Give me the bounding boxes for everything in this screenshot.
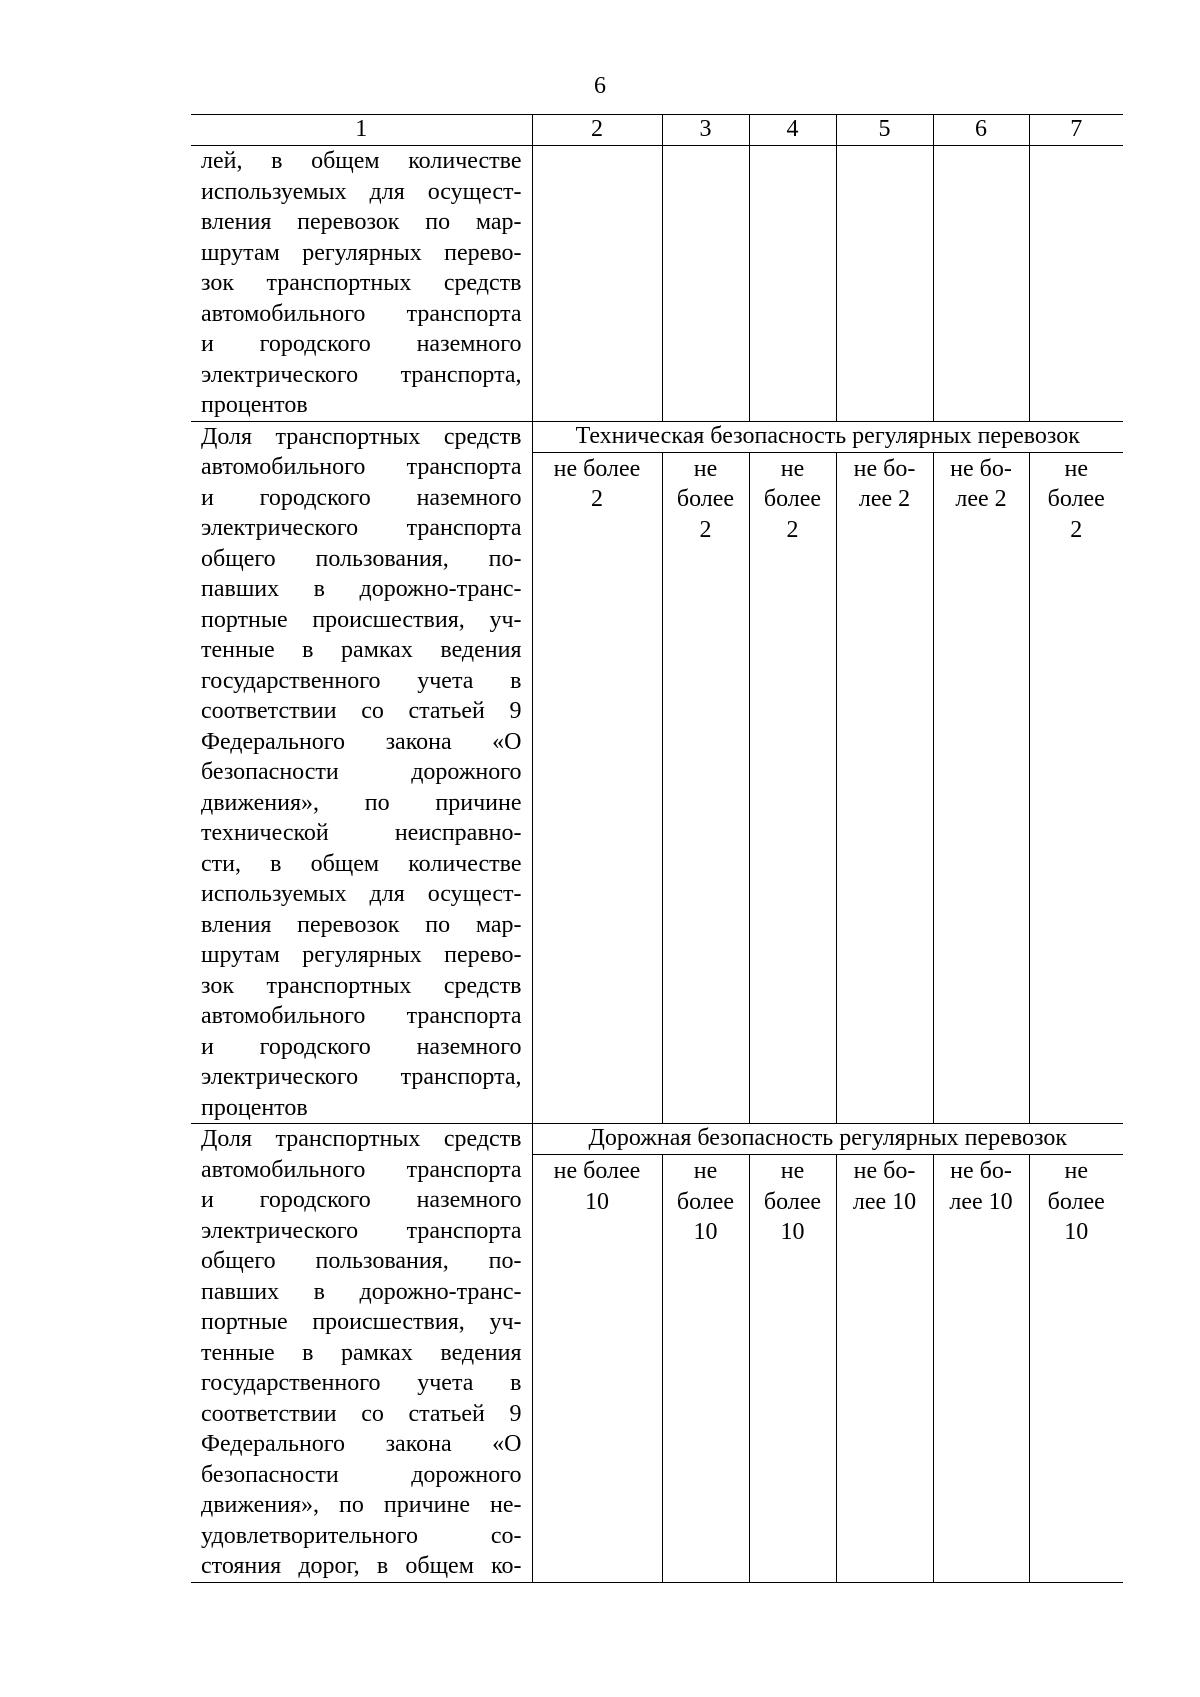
value-text: 10 [585, 1188, 609, 1215]
row2-label-line: портные происшествия, уч- [201, 606, 522, 633]
row2-label-line: павших в дорожно-транс- [201, 576, 522, 602]
row1-label-line: используемых для осущест- [201, 178, 522, 205]
row2-label-line: безопасности дорожного [201, 759, 522, 785]
row1-value-2 [532, 146, 662, 422]
table-row [191, 1124, 1123, 1155]
row3-label-line: удовлетворительного со- [201, 1522, 522, 1549]
row2-label-line: шрутам регулярных перево- [201, 942, 522, 968]
page-number: 6 [594, 73, 606, 99]
row1-value-5 [836, 146, 933, 422]
row2-label-line: Доля транспортных средств [201, 423, 522, 450]
row3-label-line: безопасности дорожного [201, 1461, 522, 1488]
value-text: лее 2 [858, 486, 911, 512]
row2-value-4 [749, 452, 836, 1124]
row2-value-6 [933, 452, 1029, 1124]
value-text: 2 [1070, 516, 1083, 543]
row2-value-2 [532, 452, 662, 1124]
value-text: более [676, 486, 735, 512]
value-text: не более [553, 455, 641, 482]
row3-label [191, 1124, 532, 1583]
value-text: лее 10 [852, 1188, 917, 1215]
row2-label-line: общего пользования, по- [201, 545, 522, 572]
value-text: 2 [699, 516, 712, 543]
value-text: более [763, 486, 822, 512]
row2-label-line: электрического транспорта, [201, 1064, 522, 1090]
row1-label-line: и городского наземного [201, 331, 522, 357]
row3-label-line: соответствии со статьей 9 [201, 1400, 522, 1427]
row3-label-line: павших в дорожно-транс- [201, 1278, 522, 1305]
row2-label-line: вления перевозок по мар- [201, 911, 522, 938]
value-text: не [693, 1158, 718, 1184]
value-text: не [693, 455, 718, 482]
header-cell-5: 5 [836, 115, 933, 146]
row1-value-3 [662, 146, 749, 422]
value-text: более [1047, 1188, 1105, 1215]
row2-value-7 [1029, 452, 1123, 1124]
value-text: 10 [693, 1219, 718, 1245]
header-cell-4: 4 [749, 115, 836, 146]
value-text: 10 [780, 1219, 805, 1245]
row2-label-line: автомобильного транспорта [201, 454, 522, 480]
row1-label-line: вления перевозок по мар- [201, 209, 522, 235]
row3-label-line: общего пользования, по- [201, 1248, 522, 1274]
value-text: не [1064, 1158, 1088, 1184]
value-text: не бо- [853, 1158, 916, 1184]
row2-label [191, 421, 532, 1124]
table-row [191, 421, 1123, 452]
value-text: 10 [1064, 1219, 1089, 1245]
row1-label-line: шрутам регулярных перево- [201, 239, 522, 266]
value-text: 2 [786, 516, 799, 543]
row3-label-line: тенные в рамках ведения [201, 1339, 522, 1366]
row2-label-line: процентов [201, 1094, 308, 1121]
row3-label-line: электрического транспорта [201, 1217, 522, 1244]
row2-label-line: и городского наземного [201, 1033, 522, 1060]
row2-label-line: сти, в общем количестве [201, 850, 522, 877]
value-text: более [1047, 486, 1105, 512]
table-row [191, 146, 1123, 422]
header-cell-6: 6 [933, 115, 1029, 146]
row3-value-4 [749, 1155, 836, 1583]
row1-label-line: электрического транспорта, [201, 361, 522, 388]
header-cell-2: 2 [532, 115, 662, 146]
value-text: лее 10 [949, 1188, 1013, 1215]
row1-value-4 [749, 146, 836, 422]
row3-value-2 [532, 1155, 662, 1583]
row2-label-line: автомобильного транспорта [201, 1003, 522, 1029]
section-title-technical: Техническая безопасность регулярных перевозок [532, 421, 1123, 452]
row3-label-line: государственного учета в [201, 1370, 522, 1396]
value-text: 2 [591, 486, 603, 512]
row2-label-line: соответствии со статьей 9 [201, 698, 522, 724]
row2-label-line: зок транспортных средств [201, 972, 522, 999]
row1-value-7 [1029, 146, 1123, 422]
row3-label-line: и городского наземного [201, 1187, 522, 1213]
indicators-table [191, 114, 1123, 1583]
value-text: лее 2 [955, 486, 1007, 512]
row1-label-line: лей, в общем количестве [201, 148, 522, 174]
row2-label-line: технической неисправно- [201, 820, 522, 846]
row3-label-line: Доля транспортных средств [201, 1126, 522, 1152]
section-title-road: Дорожная безопасность регулярных перевозок [532, 1124, 1123, 1155]
row2-value-5 [836, 452, 933, 1124]
row2-label-line: электрического транспорта [201, 515, 522, 541]
row3-label-line: автомобильного транспорта [201, 1156, 522, 1183]
row2-label-line: государственного учета в [201, 667, 522, 694]
value-text: не бо- [853, 455, 916, 482]
row1-label-line: автомобильного транспорта [201, 300, 522, 327]
value-text: не бо- [950, 1158, 1012, 1184]
row3-value-6 [933, 1155, 1029, 1583]
row3-value-3 [662, 1155, 749, 1583]
value-text: не бо- [950, 455, 1012, 482]
value-text: не [780, 1158, 805, 1184]
row1-label-line: процентов [201, 392, 308, 418]
header-cell-3: 3 [662, 115, 749, 146]
value-text: более [763, 1188, 822, 1215]
row2-value-3 [662, 452, 749, 1124]
row2-label-line: Федерального закона «О [201, 728, 522, 755]
row3-value-7 [1029, 1155, 1123, 1583]
row1-value-6 [933, 146, 1029, 422]
value-text: не [780, 455, 805, 482]
row1-label [191, 146, 532, 422]
row3-label-line: стояния дорог, в общем ко- [201, 1553, 522, 1579]
row3-value-5 [836, 1155, 933, 1583]
row3-label-line: Федерального закона «О [201, 1431, 522, 1457]
row2-label-line: используемых для осущест- [201, 881, 522, 907]
row1-label-line: зок транспортных средств [201, 270, 522, 296]
value-text: не более [553, 1158, 641, 1184]
row3-label-line: движения», по причине не- [201, 1492, 522, 1518]
row2-label-line: и городского наземного [201, 484, 522, 511]
row2-label-line: тенные в рамках ведения [201, 637, 522, 663]
value-text: не [1064, 455, 1088, 482]
header-cell-1: 1 [191, 115, 532, 146]
value-text: более [676, 1188, 735, 1215]
row3-label-line: портные происшествия, уч- [201, 1309, 522, 1335]
header-cell-7: 7 [1029, 115, 1123, 146]
row2-label-line: движения», по причине [201, 789, 522, 816]
table-header-row [191, 115, 1123, 146]
